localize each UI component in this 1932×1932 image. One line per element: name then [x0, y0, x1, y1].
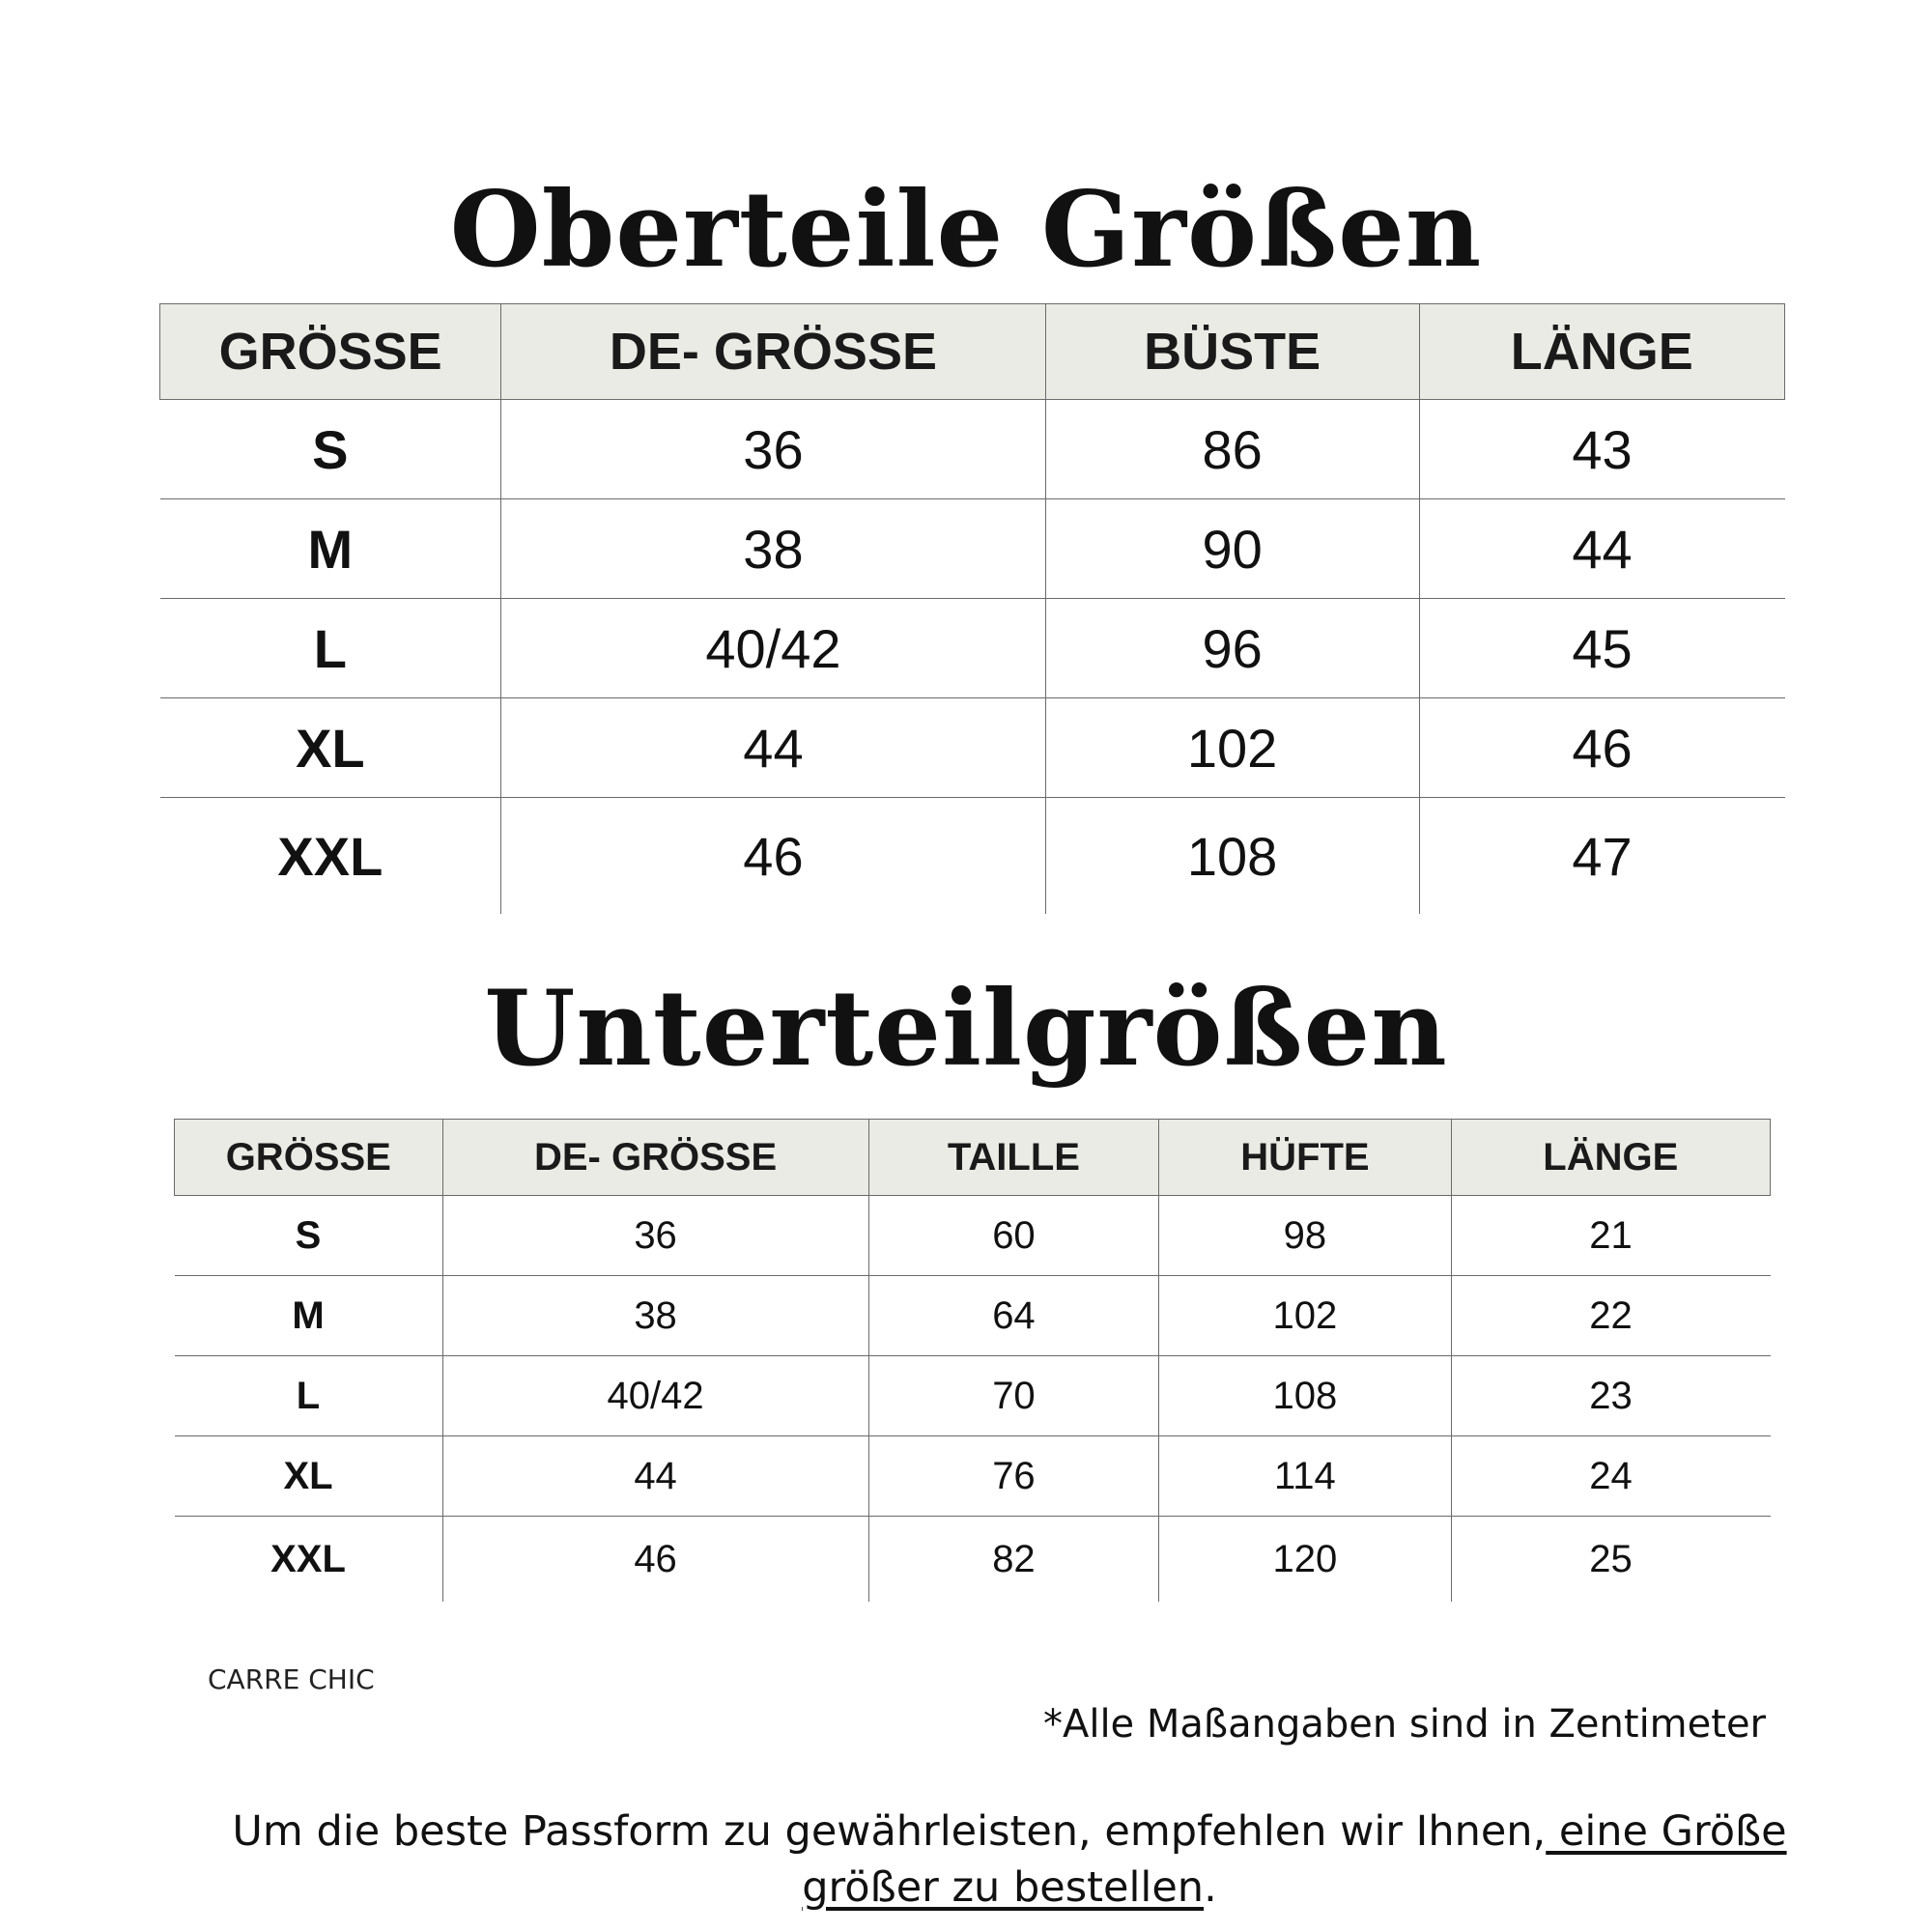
- tops-title: Oberteile Größen: [449, 169, 1483, 291]
- de-size-cell: 46: [442, 1517, 868, 1603]
- sizing-advice: [193, 1804, 1826, 1916]
- length-cell: 25: [1451, 1517, 1770, 1603]
- table-row: [175, 1356, 1771, 1436]
- table-row: [160, 798, 1785, 915]
- de-size-cell: 40/42: [501, 599, 1045, 698]
- de-size-cell: 44: [442, 1436, 868, 1517]
- header-de-groesse: DE- GRÖSSE: [501, 304, 1045, 400]
- bottoms-size-table: [174, 1119, 1771, 1602]
- length-cell: 43: [1419, 400, 1784, 499]
- header-laenge: LÄNGE: [1451, 1120, 1770, 1196]
- waist-cell: 70: [868, 1356, 1159, 1436]
- waist-cell: 76: [868, 1436, 1159, 1517]
- hip-cell: 98: [1159, 1196, 1451, 1276]
- table-row: [160, 599, 1785, 698]
- size-cell: L: [175, 1356, 443, 1436]
- bust-cell: 86: [1045, 400, 1419, 499]
- tops-size-table: [159, 303, 1785, 914]
- table-header-row: [175, 1120, 1771, 1196]
- header-laenge: LÄNGE: [1419, 304, 1784, 400]
- header-huefte: HÜFTE: [1159, 1120, 1451, 1196]
- bust-cell: 102: [1045, 698, 1419, 798]
- size-cell: XL: [160, 698, 501, 798]
- de-size-cell: 38: [501, 499, 1045, 599]
- measurement-note: *Alle Maßangaben sind in Zentimeter: [1042, 1702, 1766, 1747]
- table-row: [160, 698, 1785, 798]
- waist-cell: 60: [868, 1196, 1159, 1276]
- de-size-cell: 46: [501, 798, 1045, 915]
- header-groesse: GRÖSSE: [175, 1120, 443, 1196]
- de-size-cell: 40/42: [442, 1356, 868, 1436]
- de-size-cell: 36: [501, 400, 1045, 499]
- size-cell: XXL: [270, 1537, 346, 1580]
- de-size-cell: 36: [442, 1196, 868, 1276]
- length-cell: 45: [1419, 599, 1784, 698]
- header-bueste: BÜSTE: [1045, 304, 1419, 400]
- table-row: [160, 499, 1785, 599]
- bust-cell: 108: [1045, 798, 1419, 915]
- de-size-cell: 44: [501, 698, 1045, 798]
- table-row: [175, 1276, 1771, 1356]
- length-cell: 22: [1451, 1276, 1770, 1356]
- size-cell: S: [175, 1196, 443, 1276]
- hip-cell: 114: [1159, 1436, 1451, 1517]
- header-taille: TAILLE: [868, 1120, 1159, 1196]
- size-cell: XL: [175, 1436, 443, 1517]
- length-cell: 46: [1419, 698, 1784, 798]
- de-size-cell: 38: [442, 1276, 868, 1356]
- length-cell: 24: [1451, 1436, 1770, 1517]
- table-header-row: [160, 304, 1785, 400]
- size-cell: M: [175, 1276, 443, 1356]
- bust-cell: 96: [1045, 599, 1419, 698]
- hip-cell: 102: [1159, 1276, 1451, 1356]
- advice-text: Um die beste Passform zu gewährleisten, empfehlen wir Ihnen,: [232, 1807, 1547, 1856]
- size-cell: S: [160, 400, 501, 499]
- hip-cell: 108: [1159, 1356, 1451, 1436]
- advice-underlined-text: eine Größe größer zu bestellen: [802, 1807, 1787, 1912]
- advice-end: .: [1204, 1863, 1217, 1912]
- bottoms-title: Unterteilgrößen: [484, 968, 1448, 1090]
- bust-cell: 90: [1045, 499, 1419, 599]
- length-cell: 21: [1451, 1196, 1770, 1276]
- waist-cell: 82: [868, 1517, 1159, 1603]
- table-row: [160, 400, 1785, 499]
- length-cell: 44: [1419, 499, 1784, 599]
- size-cell: XXL: [277, 825, 384, 887]
- size-cell: M: [160, 499, 501, 599]
- hip-cell: 120: [1159, 1517, 1451, 1603]
- waist-cell: 64: [868, 1276, 1159, 1356]
- size-cell: L: [160, 599, 501, 698]
- table-row: [175, 1517, 1771, 1603]
- header-de-groesse: DE- GRÖSSE: [442, 1120, 868, 1196]
- length-cell: 47: [1419, 798, 1784, 915]
- length-cell: 23: [1451, 1356, 1770, 1436]
- table-row: [175, 1196, 1771, 1276]
- brand-name: CARRE CHIC: [208, 1663, 375, 1695]
- header-groesse: GRÖSSE: [160, 304, 501, 400]
- table-row: [175, 1436, 1771, 1517]
